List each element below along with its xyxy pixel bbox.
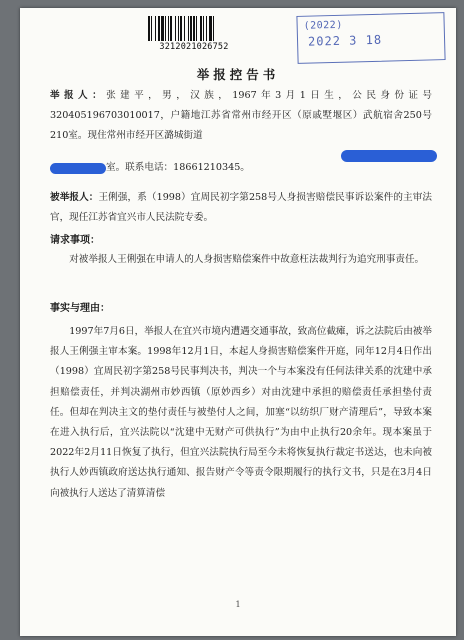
accused-paragraph	[50, 188, 432, 228]
complainant-contact: 室。联系电话：18661210345。	[106, 162, 250, 173]
stamp-case-number: (2022)	[303, 19, 343, 32]
facts-heading: 事实与理由：	[50, 303, 110, 314]
stamp-date: 2022 3 18	[307, 32, 383, 49]
accused-label: 被举报人：	[50, 192, 99, 203]
complainant-paragraph	[50, 86, 432, 147]
barcode-bar	[214, 16, 216, 41]
request-heading: 请求事项：	[50, 235, 100, 246]
facts-paragraph: 1997年7月6日，举报人在宜兴市境内遭遇交通事故，致高位截瘫，诉之法院后由被举报人王俐强主审本案。1998年12月1日，本起人身损害赔偿案件开庭，同年12月4日作出（1998）宜周民初字第258号民事判决书，判决一个与本案没有任何法律关系的沈建中承担赔偿责任，并判决湖州市妙西镇（原妙西乡）对由沈建中承担的赔偿责任承担垫付责任。但却在判决主文的垫付责任与被垫付人之间，加塞“以纺织厂财产清理后”，导致本案在进入执行后，宜兴法院以“沈建中无财产可供执行”为由中止执行20余年。现本案虽于2022年2月11日恢复了执行，但宜兴法院执行局至今未将恢复执行裁定书送达，也未向被执行人妙西镇政府送达执行通知、报告财产令等责令限期履行的执行文书，只是在3月4日向被执行人送达了清算清偿	[50, 326, 432, 499]
barcode	[146, 16, 242, 52]
redaction-mark	[50, 163, 106, 174]
complainant-text: 张建平，男，汉族，1967年3月1日生，公民身份证号320405196703010017，户籍地江苏省常州市经开区（原戚墅堰区）武航宿舍250号210室。现住常州市经开区潞城街道	[50, 90, 433, 142]
page-number: 1	[235, 600, 241, 609]
complainant-label: 举报人：	[50, 90, 107, 101]
document-title: 举报控告书	[196, 67, 280, 82]
barcode-bars	[148, 16, 240, 41]
received-stamp	[296, 12, 445, 64]
accused-text: 王俐强，系（1998）宜周民初字第258号人身损害赔偿民事诉讼案件的主审法官，现任江苏省宜兴市人民法院专委。	[50, 192, 432, 224]
request-paragraph: 对被举报人王俐强在申请人的人身损害赔偿案件中故意枉法裁判行为追究刑事责任。	[69, 254, 425, 265]
barcode-number: 3212021026752	[159, 42, 229, 52]
document-page	[20, 8, 456, 636]
